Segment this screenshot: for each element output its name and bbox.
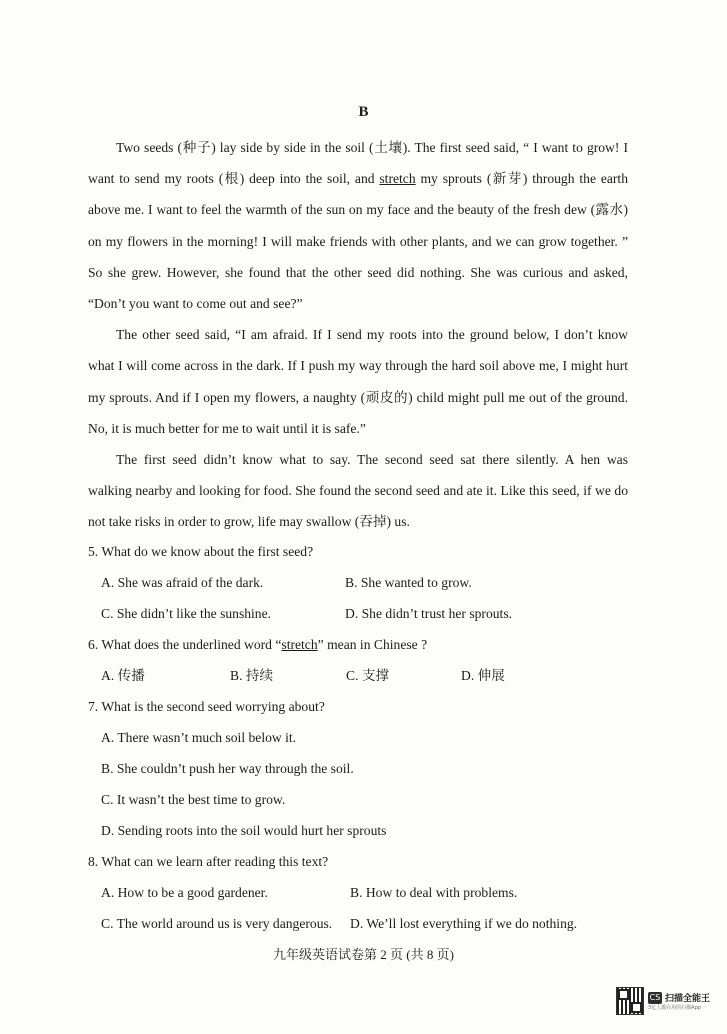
passage-text: my sprouts (新芽) through the earth [415, 171, 628, 187]
paragraph-2 [88, 319, 628, 444]
section-title: B [358, 104, 369, 120]
option-6a[interactable]: A. 传播 [101, 668, 145, 683]
option-6d[interactable]: D. 伸展 [461, 668, 505, 683]
scanner-watermark [616, 985, 710, 1017]
scanner-logo-row [648, 991, 710, 1004]
passage-line: on my flowers in the morning! I will make friends with other plants, and we can grow together. ” [88, 233, 628, 249]
passage-line: So she grew. However, she found that the other seed did nothing. She was curious and asked, [88, 264, 628, 280]
question-8-stem: 8. What can we learn after reading this text? [88, 854, 329, 869]
option-8c[interactable]: C. The world around us is very dangerous. [101, 916, 333, 931]
passage-line: The first seed didn’t know what to say. The second seed sat there silently. A hen was [116, 451, 628, 467]
option-8a[interactable]: A. How to be a good gardener. [101, 885, 268, 900]
option-5c[interactable]: C. She didn’t like the sunshine. [101, 606, 272, 621]
scanner-name: 扫描全能王 [665, 994, 711, 1004]
question-7-stem: 7. What is the second seed worrying about? [88, 699, 325, 714]
question-5-options-row1 [88, 567, 648, 598]
underlined-word: stretch [281, 637, 318, 652]
passage-line: my sprouts. And if I open my flowers, a naughty (顽皮的) child might pull me out of the ground. [88, 389, 628, 405]
qr-code-icon [616, 987, 644, 1015]
passage-line [88, 163, 628, 194]
option-7d[interactable]: D. Sending roots into the soil would hurt her sprouts [101, 823, 387, 838]
questions [88, 536, 648, 939]
underlined-word: stretch [379, 171, 416, 187]
reading-passage [88, 132, 628, 537]
scanner-logo [648, 991, 710, 1011]
camscanner-icon: CS [649, 993, 661, 1002]
question-8-options-row2 [88, 908, 648, 939]
option-6b[interactable]: B. 持续 [230, 668, 274, 683]
passage-line: “Don’t you want to come out and see?” [88, 295, 303, 311]
option-7c[interactable]: C. It wasn’t the best time to grow. [101, 792, 286, 807]
passage-line: No, it is much better for me to wait until it is safe.” [88, 420, 366, 436]
option-7b[interactable]: B. She couldn’t push her way through the soil. [101, 761, 354, 776]
page-footer: 九年级英语试卷第 2 页 (共 8 页) [273, 947, 454, 962]
passage-line: Two seeds (种子) lay side by side in the soil (土壤). The first seed said, “ I want to grow! I [116, 140, 628, 155]
paragraph-1 [88, 132, 628, 319]
question-6-stem [88, 629, 648, 660]
question-5-options-row2 [88, 598, 648, 629]
question-5-stem: 5. What do we know about the first seed? [88, 544, 314, 559]
option-8d[interactable]: D. We’ll lost everything if we do nothing. [350, 916, 578, 931]
scanner-tagline: 3亿人都在用的扫描App [648, 1005, 701, 1011]
paragraph-3 [88, 444, 628, 538]
passage-line: above me. I want to feel the warmth of the sun on my face and the beauty of the fresh dew (露水) [88, 202, 628, 218]
passage-line: not take risks in order to grow, life may swallow (吞掉) us. [88, 514, 410, 530]
option-5d[interactable]: D. She didn’t trust her sprouts. [345, 606, 513, 621]
option-6c[interactable]: C. 支撑 [346, 668, 390, 683]
option-5a[interactable]: A. She was afraid of the dark. [101, 575, 264, 590]
passage-line: The other seed said, “I am afraid. If I send my roots into the ground below, I don’t know [116, 327, 628, 343]
passage-line: what I will come across in the dark. If I push my way through the hard soil above me, I might hurt [88, 358, 628, 374]
option-8b[interactable]: B. How to deal with problems. [350, 885, 518, 900]
question-text: 6. What does the underlined word “ [88, 637, 282, 652]
question-8-options-row1 [88, 877, 648, 908]
question-6-options [88, 660, 648, 691]
option-5b[interactable]: B. She wanted to grow. [345, 575, 472, 590]
passage-line: walking nearby and looking for food. She found the second seed and ate it. Like this seed, if we do [88, 483, 628, 499]
question-text: ” mean in Chinese ? [317, 637, 428, 652]
passage-text: want to send my roots (根) deep into the soil, and [88, 171, 380, 187]
option-7a[interactable]: A. There wasn’t much soil below it. [101, 730, 297, 745]
